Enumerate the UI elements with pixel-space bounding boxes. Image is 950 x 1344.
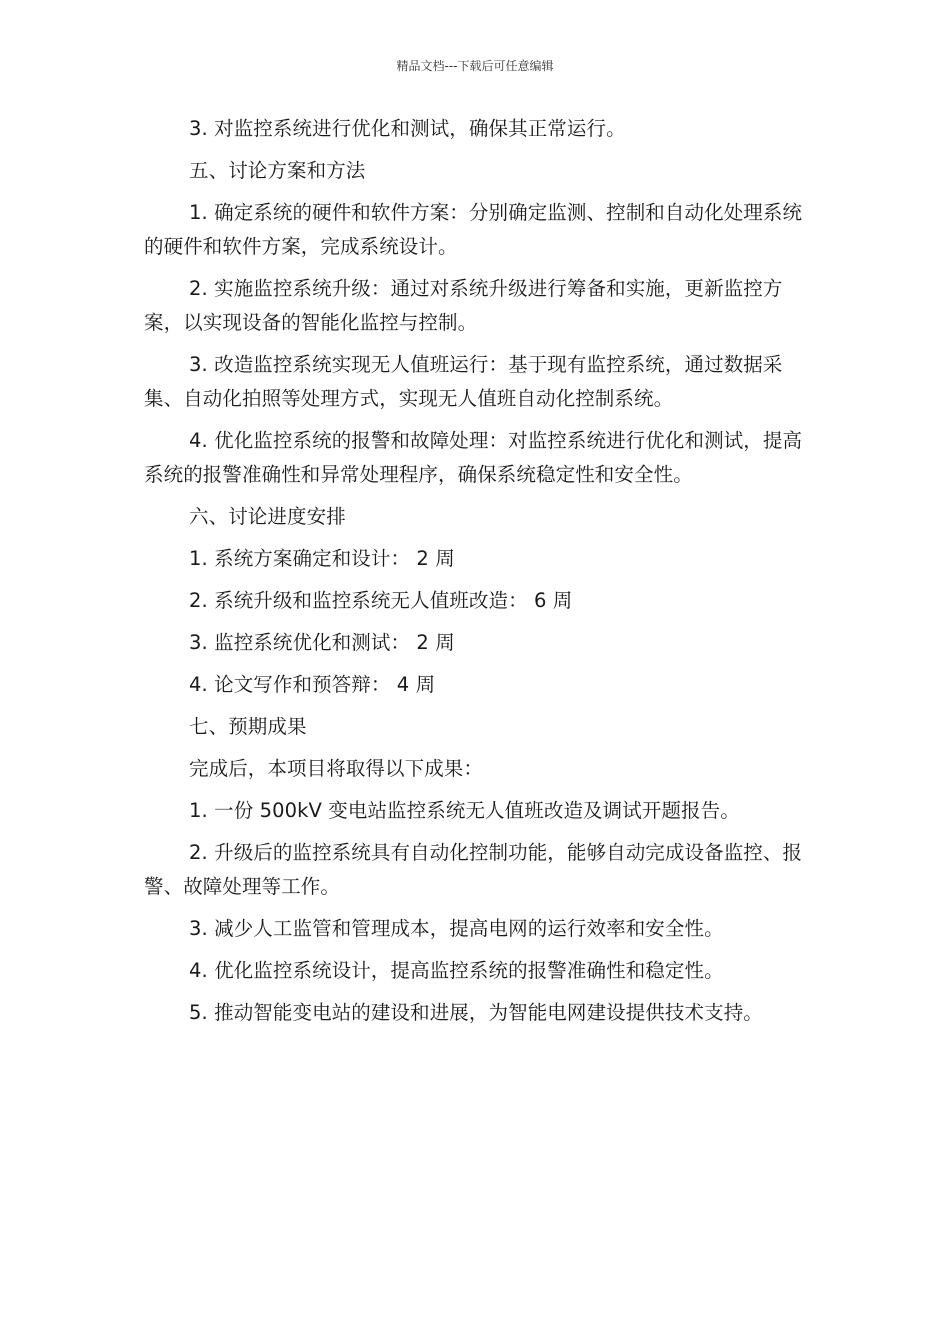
paragraph-method-4: 4. 优化监控系统的报警和故障处理：对监控系统进行优化和测试，提高系统的报警准确性和异常处理程序，确保系统稳定性和安全性。 — [144, 429, 803, 486]
outcome-item-2: 2. 升级后的监控系统具有自动化控制功能，能够自动完成设备监控、报警、故障处理等工作。 — [144, 841, 803, 898]
page-header: 精品文档---下载后可任意编辑 — [396, 59, 554, 73]
outcome-item-1: 1. 一份 500kV 变电站监控系统无人值班改造及调试开题报告。 — [189, 799, 740, 822]
section-heading-schedule: 六、讨论进度安排 — [189, 505, 346, 528]
outcomes-intro: 完成后，本项目将取得以下成果： — [189, 757, 484, 780]
paragraph-objective-3: 3. 对监控系统进行优化和测试，确保其正常运行。 — [189, 117, 626, 140]
paragraph-method-3: 3. 改造监控系统实现无人值班运行：基于现有监控系统，通过数据采集、自动化拍照等处理方式，实现无人值班自动化控制系统。 — [144, 353, 783, 410]
document-body — [144, 112, 814, 1038]
schedule-item-1: 1. 系统方案确定和设计： 2 周 — [189, 547, 455, 570]
schedule-item-2: 2. 系统升级和监控系统无人值班改造： 6 周 — [189, 589, 573, 612]
section-heading-outcomes: 七、预期成果 — [189, 715, 307, 738]
outcome-item-4: 4. 优化监控系统设计，提高监控系统的报警准确性和稳定性。 — [189, 959, 724, 982]
outcome-item-5: 5. 推动智能变电站的建设和进展，为智能电网建设提供技术支持。 — [189, 1001, 763, 1024]
paragraph-method-1: 1. 确定系统的硬件和软件方案：分别确定监测、控制和自动化处理系统的硬件和软件方案，完成系统设计。 — [144, 201, 803, 258]
schedule-item-3: 3. 监控系统优化和测试： 2 周 — [189, 631, 455, 654]
paragraph-method-2: 2. 实施监控系统升级：通过对系统升级进行筹备和实施，更新监控方案，以实现设备的智能化监控与控制。 — [144, 277, 783, 334]
section-heading-methods: 五、讨论方案和方法 — [189, 159, 366, 182]
outcome-item-3: 3. 减少人工监管和管理成本，提高电网的运行效率和安全性。 — [189, 917, 724, 940]
schedule-item-4: 4. 论文写作和预答辩： 4 周 — [189, 673, 436, 696]
